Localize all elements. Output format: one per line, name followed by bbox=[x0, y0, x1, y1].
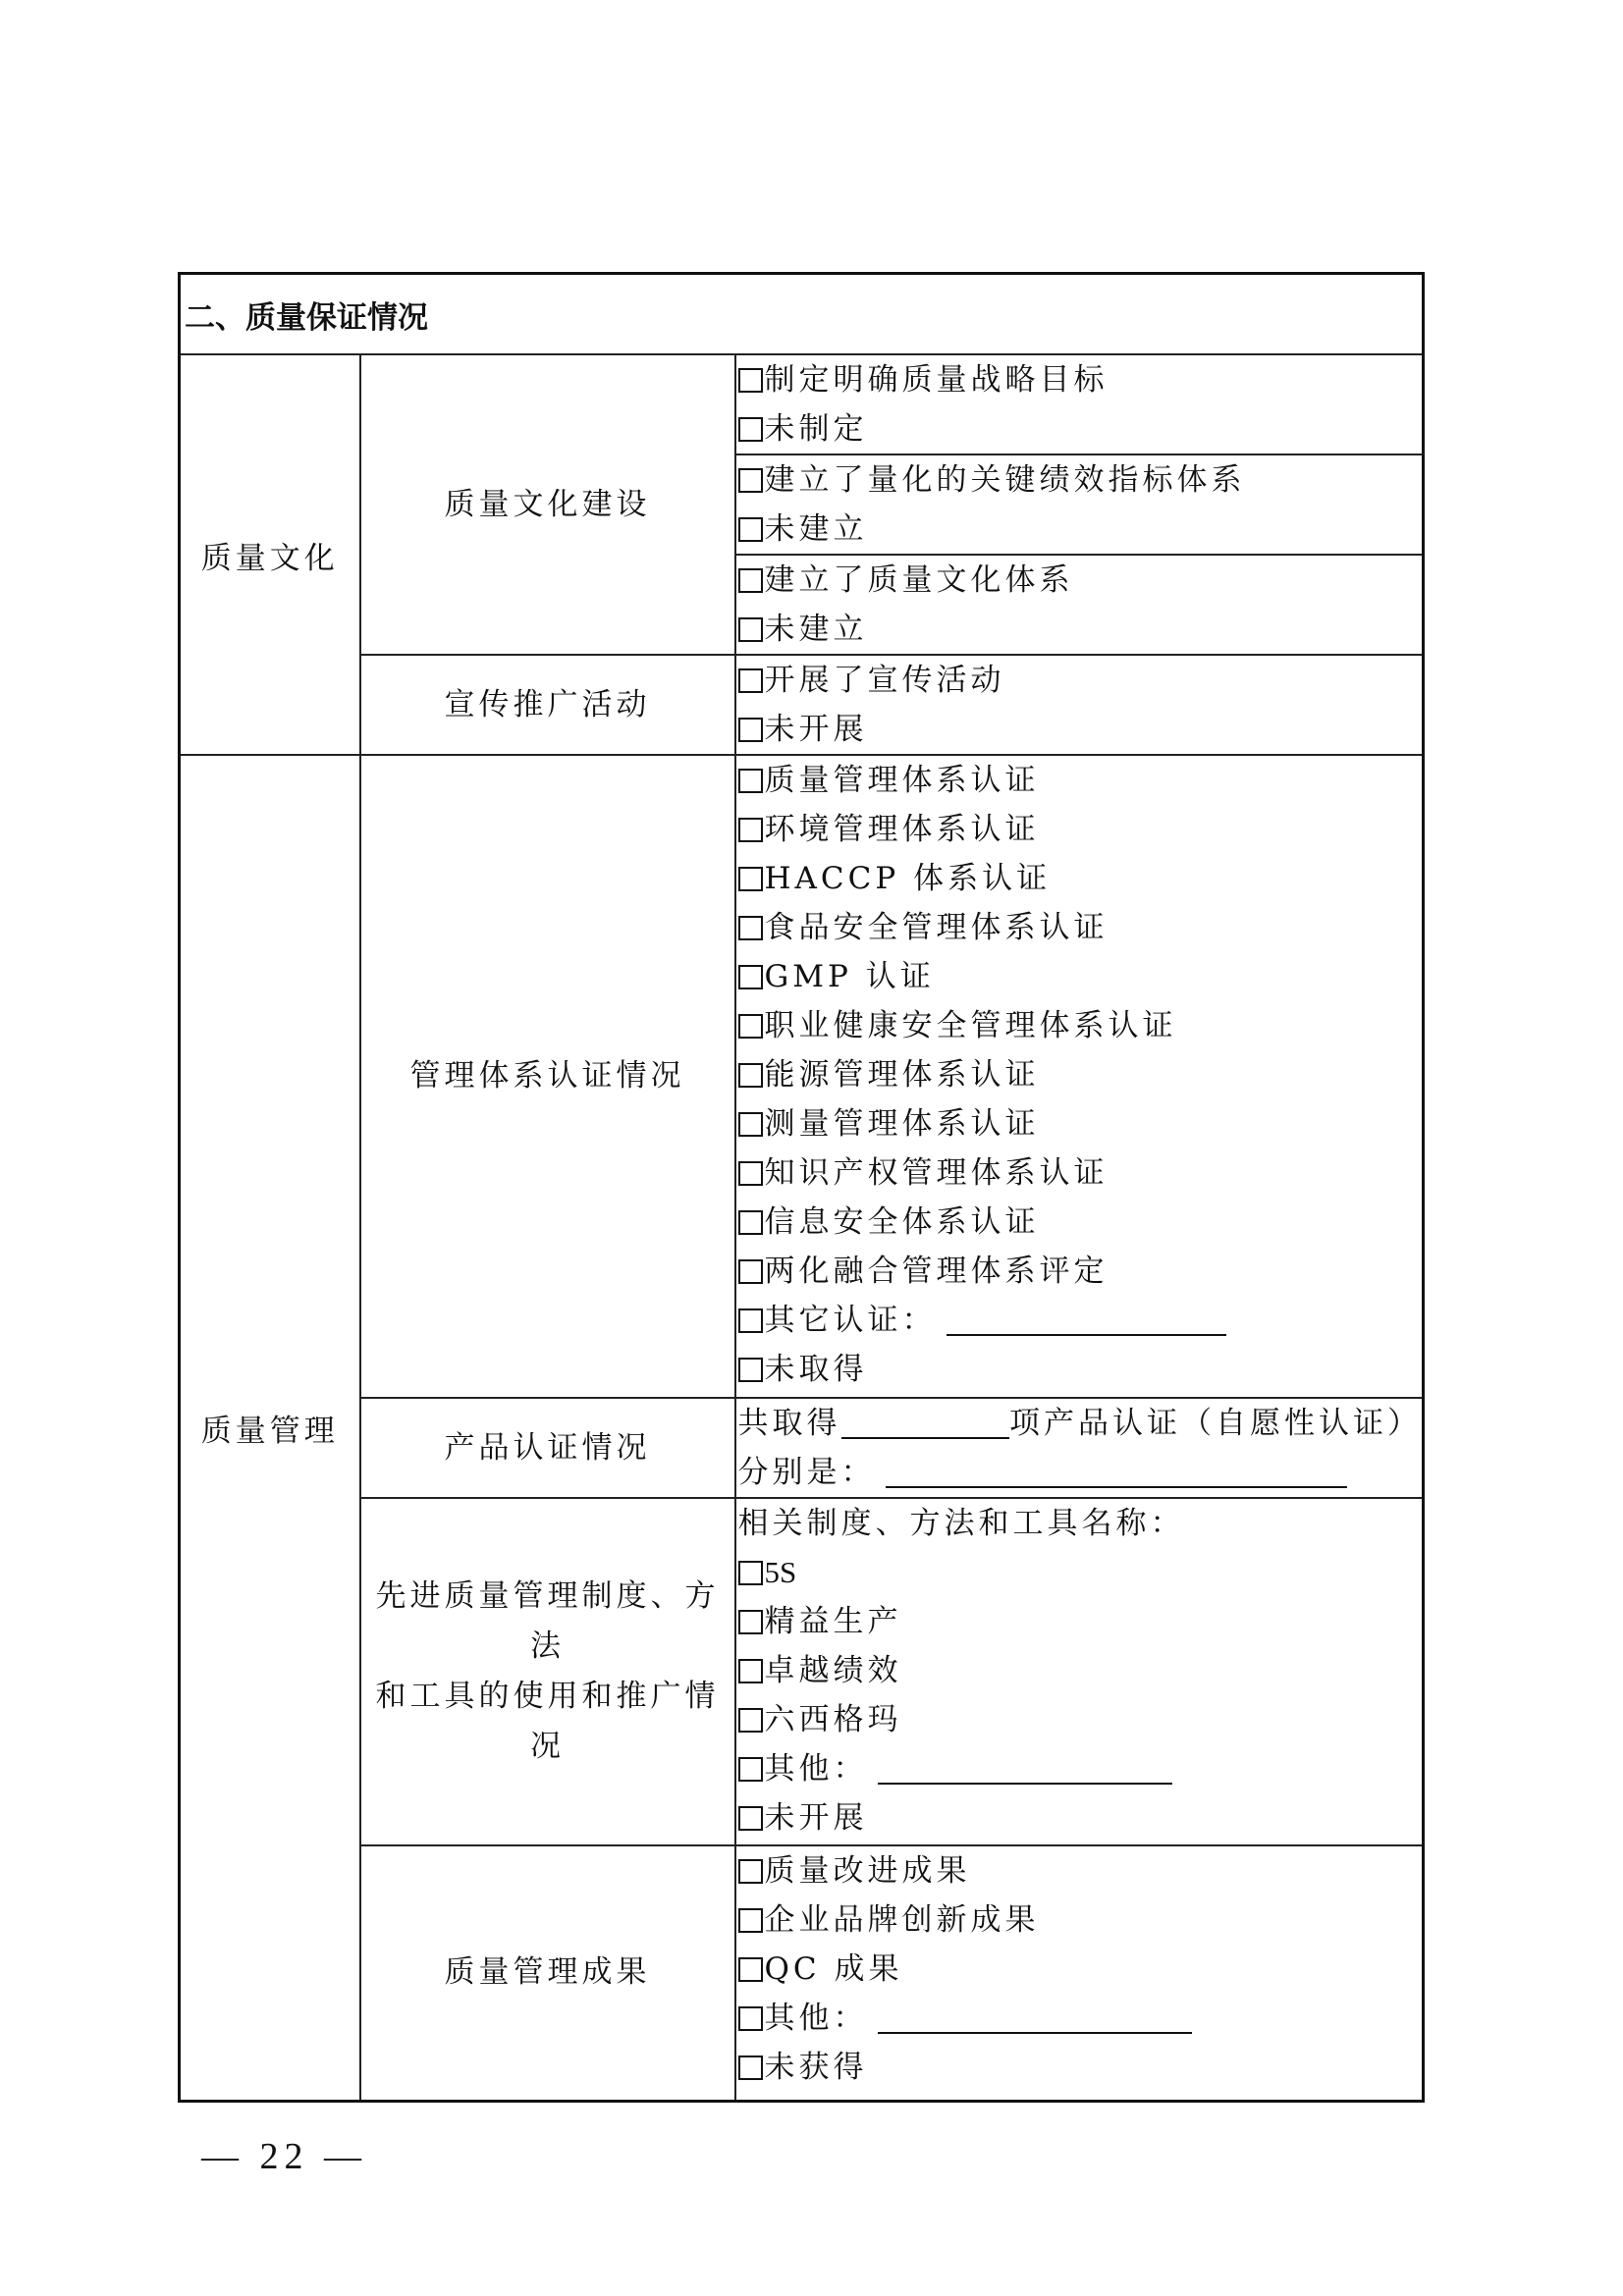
checkbox[interactable] bbox=[738, 1308, 763, 1333]
checkbox-option[interactable]: 精益生产 bbox=[738, 1597, 1423, 1646]
checkbox-option[interactable]: 六西格玛 bbox=[738, 1695, 1423, 1744]
checkbox-option[interactable]: 未获得 bbox=[738, 2043, 1423, 2092]
checkbox-option[interactable]: 环境管理体系认证 bbox=[738, 805, 1423, 854]
checkbox-option-other[interactable]: 其他： bbox=[738, 1994, 1423, 2043]
fill-in-blank[interactable] bbox=[878, 2002, 1192, 2034]
option-group bbox=[735, 454, 1424, 555]
subcategory-promotion: 宣传推广活动 bbox=[360, 655, 735, 755]
subcategory-system-cert: 管理体系认证情况 bbox=[360, 755, 735, 1398]
checkbox-option[interactable]: 未开展 bbox=[738, 705, 1423, 754]
checkbox-option[interactable]: 知识产权管理体系认证 bbox=[738, 1148, 1423, 1198]
checkbox[interactable] bbox=[738, 1708, 763, 1733]
option-group bbox=[735, 755, 1424, 1398]
checkbox-option[interactable]: 未建立 bbox=[738, 605, 1423, 654]
checkbox[interactable] bbox=[738, 1757, 763, 1782]
checkbox[interactable] bbox=[738, 2006, 763, 2031]
checkbox-option[interactable]: 信息安全体系认证 bbox=[738, 1198, 1423, 1247]
checkbox[interactable] bbox=[738, 769, 763, 793]
checkbox[interactable] bbox=[738, 1659, 763, 1683]
checkbox[interactable] bbox=[738, 1161, 763, 1186]
checkbox[interactable] bbox=[738, 916, 763, 940]
fill-in-blank[interactable] bbox=[947, 1305, 1226, 1336]
checkbox-option[interactable]: 能源管理体系认证 bbox=[738, 1050, 1423, 1099]
checkbox-option[interactable]: 质量改进成果 bbox=[738, 1846, 1423, 1896]
checkbox[interactable] bbox=[738, 617, 763, 642]
option-group bbox=[735, 1845, 1424, 2101]
checkbox[interactable] bbox=[738, 468, 763, 493]
checkbox-option[interactable]: 两化融合管理体系评定 bbox=[738, 1247, 1423, 1296]
option-group bbox=[735, 655, 1424, 755]
checkbox[interactable] bbox=[738, 1957, 763, 1982]
subcategory-culture-building: 质量文化建设 bbox=[360, 354, 735, 655]
quality-assurance-table bbox=[178, 272, 1425, 2103]
checkbox-option[interactable]: 未取得 bbox=[738, 1345, 1423, 1394]
checkbox[interactable] bbox=[738, 1014, 763, 1039]
checkbox[interactable] bbox=[738, 1610, 763, 1634]
checkbox[interactable] bbox=[738, 1908, 763, 1933]
checkbox[interactable] bbox=[738, 368, 763, 393]
checkbox-option[interactable]: 测量管理体系认证 bbox=[738, 1099, 1423, 1148]
checkbox[interactable] bbox=[738, 568, 763, 593]
subcategory-advanced-methods: 先进质量管理制度、方法 和工具的使用和推广情况 bbox=[360, 1498, 735, 1845]
checkbox[interactable] bbox=[738, 1561, 763, 1585]
checkbox-option[interactable]: QC 成果 bbox=[738, 1945, 1423, 1994]
section-title: 二、质量保证情况 bbox=[180, 274, 1424, 355]
checkbox-option[interactable]: 未建立 bbox=[738, 505, 1423, 554]
category-quality-culture: 质量文化 bbox=[180, 354, 360, 755]
checkbox[interactable] bbox=[738, 867, 763, 891]
fill-in-blank[interactable] bbox=[878, 1753, 1172, 1785]
checkbox-option[interactable]: 5S bbox=[738, 1548, 1423, 1597]
checkbox[interactable] bbox=[738, 818, 763, 842]
checkbox[interactable] bbox=[738, 1358, 763, 1382]
product-cert-group bbox=[735, 1398, 1424, 1498]
checkbox-option[interactable]: 建立了量化的关键绩效指标体系 bbox=[738, 455, 1423, 505]
checkbox[interactable] bbox=[738, 1859, 763, 1884]
checkbox-option[interactable]: 卓越绩效 bbox=[738, 1646, 1423, 1695]
checkbox[interactable] bbox=[738, 417, 763, 442]
checkbox[interactable] bbox=[738, 668, 763, 693]
methods-intro: 相关制度、方法和工具名称： bbox=[737, 1506, 1185, 1541]
option-group bbox=[735, 1498, 1424, 1845]
checkbox-option-other[interactable]: 其它认证： bbox=[738, 1296, 1423, 1345]
checkbox[interactable] bbox=[738, 2056, 763, 2080]
checkbox-option[interactable]: 质量管理体系认证 bbox=[738, 756, 1423, 805]
checkbox[interactable] bbox=[738, 1210, 763, 1235]
checkbox-option[interactable]: 食品安全管理体系认证 bbox=[738, 903, 1423, 952]
option-group bbox=[735, 555, 1424, 655]
checkbox[interactable] bbox=[738, 718, 763, 742]
checkbox-option-other[interactable]: 其他： bbox=[738, 1744, 1423, 1793]
checkbox-option[interactable]: 未开展 bbox=[738, 1793, 1423, 1842]
product-cert-names-line: 分别是： bbox=[738, 1448, 1423, 1497]
option-group bbox=[735, 354, 1424, 454]
checkbox-option[interactable]: 未制定 bbox=[738, 404, 1423, 454]
checkbox[interactable] bbox=[738, 1259, 763, 1284]
checkbox-option[interactable]: 职业健康安全管理体系认证 bbox=[738, 1001, 1423, 1050]
checkbox[interactable] bbox=[738, 965, 763, 989]
checkbox-option[interactable]: HACCP 体系认证 bbox=[738, 854, 1423, 903]
subcategory-product-cert: 产品认证情况 bbox=[360, 1398, 735, 1498]
subcategory-results: 质量管理成果 bbox=[360, 1845, 735, 2101]
checkbox[interactable] bbox=[738, 1806, 763, 1831]
page-number: — 22 — bbox=[201, 2136, 367, 2177]
checkbox-option[interactable]: 企业品牌创新成果 bbox=[738, 1896, 1423, 1945]
checkbox-option[interactable]: GMP 认证 bbox=[738, 952, 1423, 1001]
checkbox[interactable] bbox=[738, 1112, 763, 1137]
checkbox-option[interactable]: 开展了宣传活动 bbox=[738, 656, 1423, 705]
checkbox[interactable] bbox=[738, 517, 763, 542]
cert-names-blank[interactable] bbox=[886, 1457, 1347, 1488]
checkbox-option[interactable]: 制定明确质量战略目标 bbox=[738, 355, 1423, 404]
category-quality-management: 质量管理 bbox=[180, 755, 360, 2101]
checkbox-option[interactable]: 建立了质量文化体系 bbox=[738, 556, 1423, 605]
cert-count-blank[interactable] bbox=[841, 1408, 1010, 1439]
checkbox[interactable] bbox=[738, 1063, 763, 1088]
product-cert-count-line: 共取得 项产品认证（自愿性认证） bbox=[737, 1406, 1422, 1441]
